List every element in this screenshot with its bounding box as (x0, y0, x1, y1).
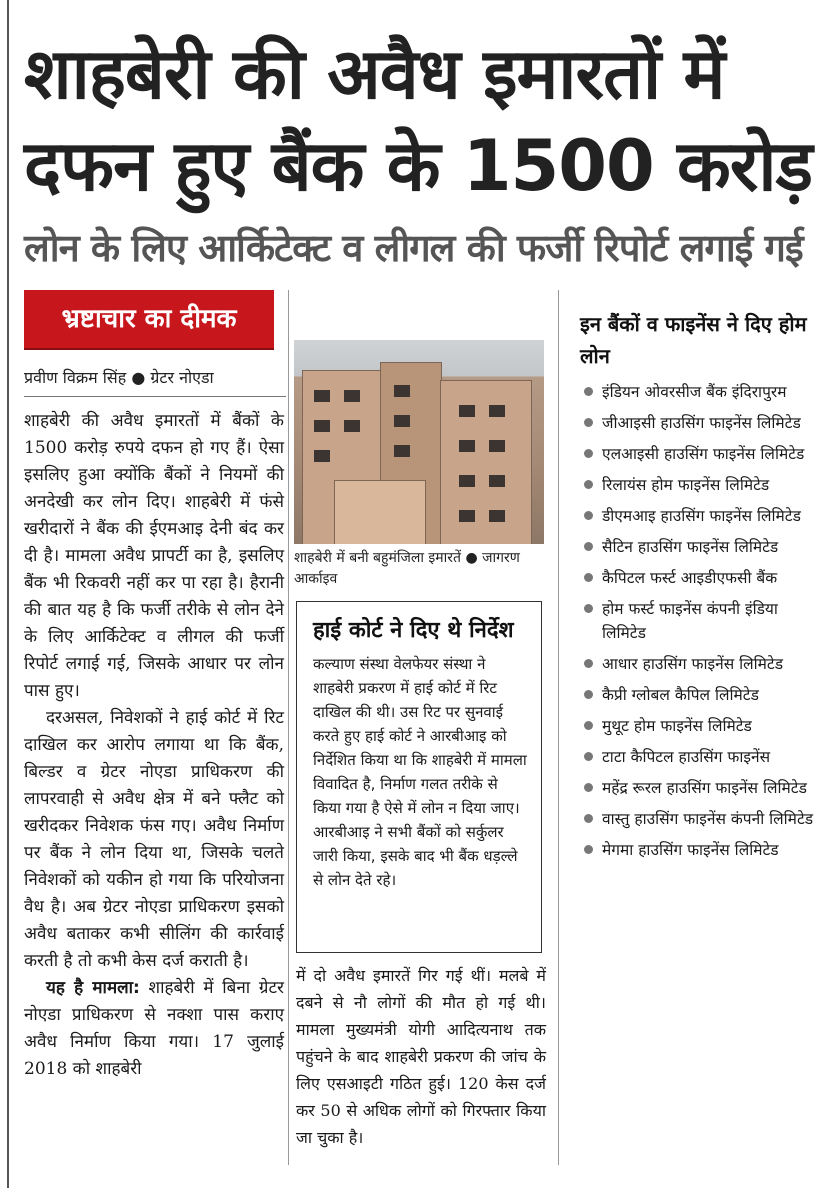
list-item: मुथूट होम फाइनेंस लिमिटेड (580, 714, 825, 738)
headline-line-1: शाहबेरी की अवैध इमारतों में (24, 33, 725, 115)
bullet-icon (584, 814, 593, 823)
lenders-sidebar (580, 308, 825, 869)
photo-caption: शाहबेरी में बनी बहुमंजिला इमारतें ● जागरण आर्काइव (294, 550, 520, 587)
list-item: सैटिन हाउसिंग फाइनेंस लिमिटेड (580, 535, 825, 559)
subheadline: लोन के लिए आर्किटेक्ट व लीगल की फर्जी रिपोर्ट लगाई गई (24, 226, 803, 270)
bullet-icon (584, 449, 593, 458)
list-item: इंडियन ओवरसीज बैंक इंदिरापुरम (580, 380, 825, 404)
bullet-icon (584, 542, 593, 551)
body-paragraph-2: दरअसल, निवेशकों ने हाई कोर्ट में रिट दाखिल कर आरोप लगाया था कि बैंक, बिल्डर व ग्रेटर नोएडा प्राधिकरण की लापरवाही से अवैध क्षेत्र में बने फ्लैट को खरीदकर निवेशक फंस गए। अवैध निर्माण पर बैंक ने लोन दिया था, जिसके चलते निवेशकों को यकीन हो गया कि परियोजना वैध है। अब ग्रेटर नोएडा प्राधिकरण इसको अवैध बताकर कभी सीलिंग की कार्रवाई करती है तो कभी केस दर्ज कराती है। (24, 708, 284, 971)
bullet-icon (584, 418, 593, 427)
section-tag: भ्रष्टाचार का दीमक (24, 290, 274, 348)
list-item: रिलायंस होम फाइनेंस लिमिटेड (580, 473, 825, 497)
bullet-icon (584, 573, 593, 582)
bullet-icon (584, 604, 593, 613)
buildings-photo (294, 340, 544, 544)
high-court-box (296, 601, 542, 953)
bullet-icon (584, 752, 593, 761)
column-divider-1 (288, 290, 289, 1165)
list-item: महेंद्र रूरल हाउसिंग फाइनेंस लिमिटेड (580, 776, 825, 800)
bullet-icon (584, 783, 593, 792)
article-body (24, 408, 284, 1083)
list-item: होम फर्स्ट फाइनेंस कंपनी इंडिया लिमिटेड (580, 597, 825, 645)
bullet-icon (584, 511, 593, 520)
list-item: वास्तु हाउसिंग फाइनेंस कंपनी लिमिटेड (580, 807, 825, 831)
body-paragraph-3-lead: यह है मामला: (46, 978, 140, 998)
list-item: मेगमा हाउसिंग फाइनेंस लिमिटेड (580, 838, 825, 862)
list-item: आधार हाउसिंग फाइनेंस लिमिटेड (580, 652, 825, 676)
bullet-icon (584, 480, 593, 489)
bullet-icon (584, 845, 593, 854)
lenders-list (580, 380, 825, 862)
list-item: टाटा कैपिटल हाउसिंग फाइनेंस (580, 745, 825, 769)
sidebar-title: इन बैंकों व फाइनेंस ने दिए होम लोन (580, 312, 807, 368)
bullet-icon (584, 659, 593, 668)
body-paragraph-1: शाहबेरी की अवैध इमारतों में बैंकों के 1500 करोड़ रुपये दफन हो गए हैं। ऐसा इसलिए हुआ क्योंकि बैंकों ने नियमों की अनदेखी कर लोन दिए। शाहबेरी में फंसे खरीदारों ने बैंक की ईएमआइ देनी बंद कर दी है। मामला अवैध प्रापर्टी का है, इसलिए बैंक भी रिकवरी नहीं कर पा रहा है। हैरानी की बात यह है कि फर्जी तरीके से लोन देने के लिए आर्किटेक्ट व लीगल की फर्जी रिपोर्ट लगाई गई, जिसके आधार पर लोन पास हुए। (24, 411, 284, 701)
bullet-icon (584, 721, 593, 730)
left-border-rule (7, 0, 9, 1188)
list-item: एलआइसी हाउसिंग फाइनेंस लिमिटेड (580, 442, 825, 466)
list-item: कैपिटल फर्स्ट आइडीएफसी बैंक (580, 566, 825, 590)
list-item: डीएमआइ हाउसिंग फाइनेंस लिमिटेड (580, 504, 825, 528)
column-divider-2 (558, 290, 559, 1165)
byline-divider (24, 396, 286, 397)
box-title: हाई कोर्ट ने दिए थे निर्देश (313, 618, 514, 643)
bullet-icon (584, 690, 593, 699)
box-text: कल्याण संस्था वेलफेयर संस्था ने शाहबेरी प्रकरण में हाई कोर्ट में रिट दाखिल की थी। उस रिट पर सुनवाई करते हुए हाई कोर्ट ने आरबीआइ को निर्देशित किया था कि शाहबेरी में मामला विवादित है, निर्माण गलत तरीके से किया गया है ऐसे में लोन न दिया जाए। आरबीआइ ने सभी बैंकों को सर्कुलर जारी किया, इसके बाद भी बैंक धड़ल्ले से लोन देते रहे। (313, 655, 527, 889)
bullet-icon (584, 387, 593, 396)
headline-line-2: दफन हुए बैंक के 1500 करोड़ (24, 125, 813, 207)
article-body-continued: में दो अवैध इमारतें गिर गई थीं। मलबे में दबने से नौ लोगों की मौत हो गई थी। मामला मुख्यमंत्री योगी आदित्यनाथ तक पहुंचने के बाद शाहबेरी प्रकरण की जांच के लिए एसआइटी गठित हुई। 120 केस दर्ज कर 50 से अधिक लोगों को गिरफ्तार किया जा चुका है। (296, 966, 546, 1147)
body-paragraph-3 (24, 975, 284, 1083)
list-item: कैप्री ग्लोबल कैपिल लिमिटेड (580, 683, 825, 707)
body-paragraph-3-text: शाहबेरी में बिना ग्रेटर नोएडा प्राधिकरण से नक्शा पास कराए अवैध निर्माण किया गया। 17 जुलाई 2018 को शाहबेरी (24, 978, 284, 1079)
list-item: जीआइसी हाउसिंग फाइनेंस लिमिटेड (580, 411, 825, 435)
byline: प्रवीण विक्रम सिंह ● ग्रेटर नोएडा (24, 368, 214, 387)
